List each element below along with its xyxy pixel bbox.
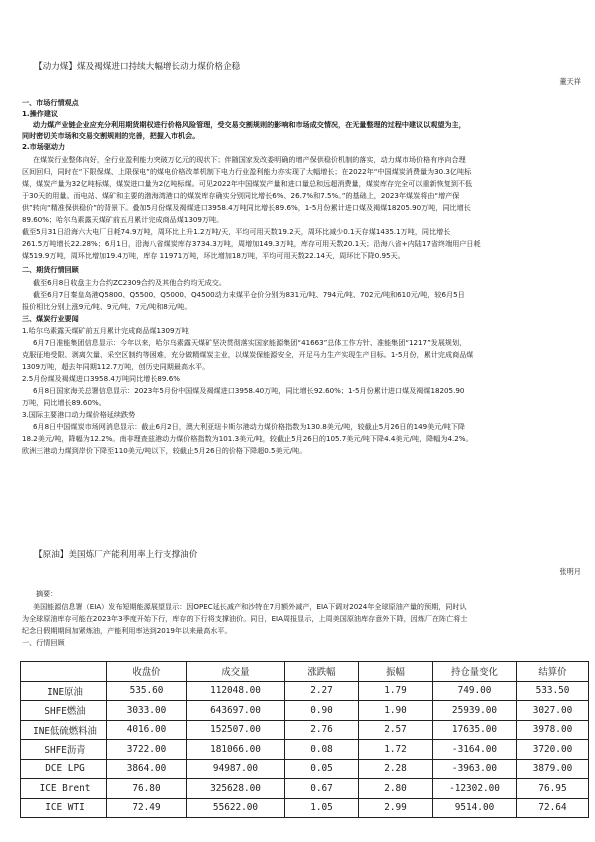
table-cell: -12302.00 <box>433 779 517 799</box>
coal-heading-news: 三、煤炭行业要闻 <box>22 314 79 323</box>
table-cell: 94987.00 <box>187 759 285 779</box>
table-cell: 0.67 <box>285 779 359 799</box>
oil-summary-line: 美国能源信息署（EIA）发布短期能源展望显示：因OPEC延长减产和沙特在7月额外减产，EIA下调对2024年全球原油产量的预期，同时认 <box>33 602 467 611</box>
coal-subheading-advice: 1.操作建议 <box>22 109 59 118</box>
table-header-row <box>21 662 589 682</box>
table-cell: 533.50 <box>517 681 589 701</box>
table-header-cell: 持仓量变化 <box>433 662 517 682</box>
coal-news-line: 万吨，同比增长89.60%。 <box>22 398 106 407</box>
table-cell: 76.80 <box>107 779 187 799</box>
table-row <box>21 701 589 721</box>
table-cell: DCE LPG <box>21 759 107 779</box>
table-header-cell: 涨跌幅 <box>285 662 359 682</box>
table-cell: INE原油 <box>21 681 107 701</box>
coal-news-item-title: 1.哈尔乌素露天煤矿前五月累计完成商品煤1309万吨 <box>22 326 189 335</box>
oil-summary-line: 纪念日假期期间加紧炼油，产能利用率达到2019年以来最高水平。 <box>22 626 232 635</box>
table-cell: -3963.00 <box>433 759 517 779</box>
coal-drivers-line: 供”转向“精准保供稳价”的背景下。叠加5月份煤及褐煤进口3958.4万吨同比增长89.6%，1-5月份累计进口煤及褐煤18205.90万吨，同比增长 <box>22 203 471 212</box>
coal-heading-market-view: 一、市场行情观点 <box>22 98 79 107</box>
oil-article-author: 张明月 <box>559 567 581 576</box>
coal-inventory-line: 261.5万吨增长22.28%；6月1日，沿海八省煤炭库存3734.3万吨，周增加149.3万吨，库存可用天数20.1天；沿海八省+内陆17省终端用户日耗 <box>22 239 481 248</box>
table-header-cell: 收盘价 <box>107 662 187 682</box>
table-row <box>21 720 589 740</box>
coal-advice-line: 动力煤产业链企业应充分利用期货期权进行价格风险管理，受交易交割规则的影响和市场成交情况，在无量整理的过程中建议以观望为主， <box>33 120 466 129</box>
table-cell: 1.79 <box>359 681 433 701</box>
table-cell: SHFE沥青 <box>21 740 107 760</box>
table-row <box>21 740 589 760</box>
coal-news-line: 6月7日准能集团信息显示：今年以来，哈尔乌素露天煤矿坚决贯彻落实国家能源集团“41663”总体工作方针、准能集团“1217”发展规划， <box>33 338 467 347</box>
table-header-cell: 成交量 <box>187 662 285 682</box>
table-cell: 181066.00 <box>187 740 285 760</box>
coal-news-line: 6月8日国家海关总署信息显示：2023年5月份中国煤及褐煤进口3958.40万吨，同比增长92.60%；1-5月份累计进口煤及褐煤18205.90 <box>33 386 465 395</box>
table-header-cell: 结算价 <box>517 662 589 682</box>
table-cell: 3722.00 <box>107 740 187 760</box>
table-cell: 112048.00 <box>187 681 285 701</box>
table-cell: 2.28 <box>359 759 433 779</box>
table-cell: 0.08 <box>285 740 359 760</box>
table-cell: 72.64 <box>517 798 589 818</box>
coal-drivers-line: 区间回归，同时在“下限保煤、上限保电”的煤电价格改革机制下电力行业盈利能力亦实现了大幅增长；在2022年“中国煤炭消费量为30.3亿吨标 <box>22 167 472 176</box>
table-cell: 1.72 <box>359 740 433 760</box>
coal-futures-line: 截至6月7日秦皇岛港Q5800、Q5500、Q5000、Q4500动力末煤平仓价分别为831元/吨、794元/吨、702元/吨和610元/吨，较6月5日 <box>33 290 465 299</box>
coal-news-line: 欧洲三港动力煤到岸价下降至110美元/吨以下，较截止5月26日的价格下降超0.5美元/吨。 <box>22 446 307 455</box>
table-cell: 2.57 <box>359 720 433 740</box>
table-cell: 72.49 <box>107 798 187 818</box>
coal-heading-futures: 二、期货行情回顾 <box>22 265 79 274</box>
table-cell: 643697.00 <box>187 701 285 721</box>
table-cell: 9514.00 <box>433 798 517 818</box>
coal-advice-line: 同时密切关市场和交易交割规则的完善，把握入市机会。 <box>22 131 200 140</box>
coal-news-item-title: 3.国际主要港口动力煤价格延续跌势 <box>22 410 136 419</box>
table-cell: INE低硫燃料油 <box>21 720 107 740</box>
table-cell: SHFE燃油 <box>21 701 107 721</box>
coal-article-title: 【动力煤】煤及褐煤进口持续大幅增长动力煤价格企稳 <box>34 62 241 72</box>
coal-drivers-line: 于30天的用量。而电站、煤矿和主要的渤海湾港口的煤炭库存确实分别同比增长6%、26.7%和7.5%。”的基础上，2023年煤炭将由“增产保 <box>22 191 460 200</box>
table-cell: 25939.00 <box>433 701 517 721</box>
coal-drivers-line: 89.60%；哈尔乌素露天煤矿前五月累计完成商品煤1309万吨。 <box>22 215 224 224</box>
table-cell: 3864.00 <box>107 759 187 779</box>
table-cell: 3027.00 <box>517 701 589 721</box>
table-row <box>21 779 589 799</box>
table-cell: 749.00 <box>433 681 517 701</box>
coal-news-line: 克服征地受限、剥离欠量、采空区制约等困难，充分做精煤炭主业，以煤炭保能源安全，开足马力生产实现生产目标。1-5月份，累计完成商品煤 <box>22 350 474 359</box>
table-row <box>21 798 589 818</box>
table-header-cell: 振幅 <box>359 662 433 682</box>
coal-inventory-line: 煤519.9万吨，周环比增加19.4万吨，库存 11971万吨，环比增加18万吨，平均可用天数22.14天，周环比下降0.95天。 <box>22 251 405 260</box>
table-cell: 17635.00 <box>433 720 517 740</box>
coal-drivers-line: 截至5月31日沿海六大电厂日耗74.9万吨，周环比上升1.2万吨/天，平均可用天数19.2天，周环比减少0.1天存煤1435.1万吨，同比增长 <box>22 227 451 236</box>
table-cell: 3720.00 <box>517 740 589 760</box>
table-cell: 0.90 <box>285 701 359 721</box>
table-cell: 4016.00 <box>107 720 187 740</box>
table-header-cell <box>21 662 107 682</box>
coal-drivers-line: 在煤炭行业整体向好，全行业盈利能力突破万亿元的现状下；伴随国家发改委明确的增产保供稳价机制的落实，动力煤市场价格有序向合理 <box>33 155 466 164</box>
oil-summary-label: 摘要： <box>36 589 58 598</box>
table-cell: 2.27 <box>285 681 359 701</box>
oil-market-table <box>20 661 589 818</box>
table-cell: 535.60 <box>107 681 187 701</box>
table-cell: 3978.00 <box>517 720 589 740</box>
table-cell: ICE WTI <box>21 798 107 818</box>
table-cell: 325628.00 <box>187 779 285 799</box>
table-cell: 2.76 <box>285 720 359 740</box>
table-row <box>21 759 589 779</box>
table-cell: 2.80 <box>359 779 433 799</box>
table-cell: 76.95 <box>517 779 589 799</box>
coal-futures-line: 报价相比分别上涨9元/吨、9元/吨、7元/吨和8元/吨。 <box>22 302 192 311</box>
table-cell: 3879.00 <box>517 759 589 779</box>
table-cell: 0.05 <box>285 759 359 779</box>
table-cell: 3033.00 <box>107 701 187 721</box>
coal-drivers-line: 煤，煤炭产量为32亿吨标煤，煤炭进口量为2亿吨标煤。可见2022年中国煤炭产量和进口量总和远超消费量，煤炭库存完全可以重新恢复到不低 <box>22 179 473 188</box>
table-cell: 1.90 <box>359 701 433 721</box>
table-cell: 152507.00 <box>187 720 285 740</box>
oil-article-title: 【原油】美国炼厂产能利用率上行支撑油价 <box>34 550 198 560</box>
table-cell: 2.99 <box>359 798 433 818</box>
coal-news-line: 6月8日中国煤炭市场网消息显示：截止6月2日，澳大利亚纽卡斯尔港动力煤价格指数为130.8美元/吨，较截止5月26日的149美元/吨下降 <box>33 422 465 431</box>
table-row <box>21 681 589 701</box>
coal-news-line: 18.2美元/吨，降幅为12.2%。南非理查兹港动力煤价格指数为101.3美元/吨，较截止5月26日的105.7美元/吨下降4.4美元/吨，降幅为4.2%。 <box>22 434 473 443</box>
table-cell: 1.05 <box>285 798 359 818</box>
table-cell: -3164.00 <box>433 740 517 760</box>
table-cell: ICE Brent <box>21 779 107 799</box>
coal-news-line: 1309万吨，超去年同期112.7万吨，创历史同期最高水平。 <box>22 362 210 371</box>
coal-subheading-drivers: 2.市场驱动力 <box>22 142 66 151</box>
oil-summary-line: 一、行情回顾 <box>22 638 65 647</box>
table-cell: 55622.00 <box>187 798 285 818</box>
coal-futures-line: 截至6月8日收盘主力合约ZC2309合约及其他合约均无成交。 <box>33 278 226 287</box>
coal-news-item-title: 2.5月份煤及褐煤进口3958.4万吨同比增长89.6% <box>22 374 180 383</box>
oil-summary-line: 为全球原油库存可能在2023年3季度开始下行，库存的下行将支撑油价。同日，EIA周报显示，上周美国原油库存意外下降，因炼厂在阵亡将士 <box>22 614 468 623</box>
coal-article-author: 董天祥 <box>559 77 581 86</box>
